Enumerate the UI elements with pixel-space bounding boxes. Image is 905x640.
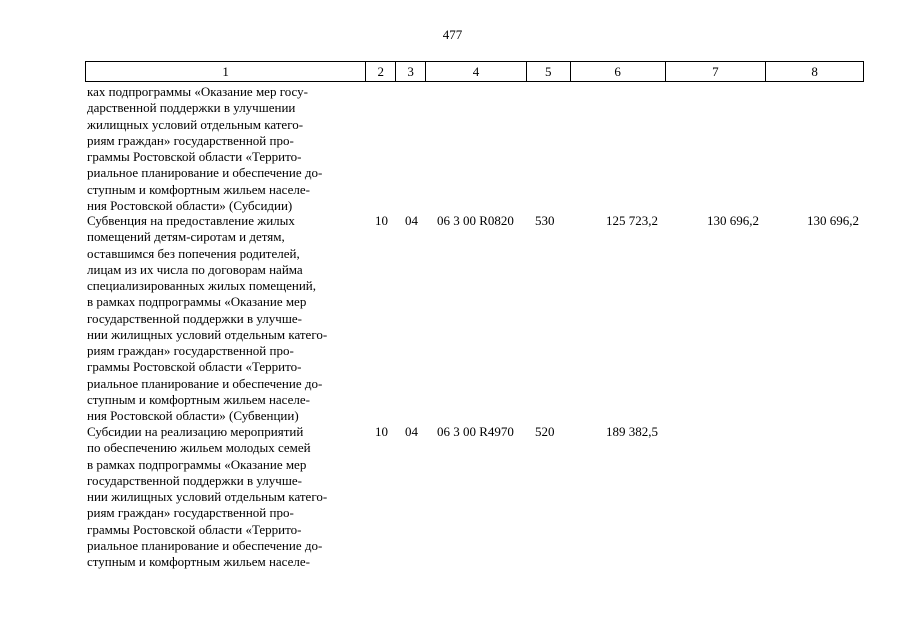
subsection-code: 04 bbox=[405, 424, 418, 439]
row-description bbox=[85, 424, 359, 570]
description-line: ступным и комфортным жильем населе- bbox=[87, 181, 310, 197]
description-line: государственной поддержки в улучше- bbox=[87, 310, 302, 326]
column-header-7: 7 bbox=[666, 62, 767, 81]
description-line: граммы Ростовской области «Террито- bbox=[87, 521, 302, 537]
description-line: Субвенция на предоставление жилых bbox=[87, 213, 295, 228]
column-header-5: 5 bbox=[527, 62, 571, 81]
description-line: риям граждан» государственной про- bbox=[87, 343, 294, 358]
description-line: граммы Ростовской области «Террито- bbox=[87, 359, 302, 375]
description-line: ках подпрограммы «Оказание мер госу- bbox=[87, 84, 308, 99]
description-line: ния Ростовской области» (Субсидии) bbox=[87, 197, 293, 213]
subsection-code: 04 bbox=[405, 213, 418, 228]
table-row bbox=[85, 84, 864, 214]
description-line: государственной поддержки в улучше- bbox=[87, 472, 302, 488]
target-code: 06 3 00 R0820 bbox=[437, 213, 514, 228]
row-description bbox=[85, 213, 359, 424]
column-header-1: 1 bbox=[86, 62, 366, 81]
section-code: 10 bbox=[375, 424, 388, 439]
description-line: по обеспечению жильем молодых семей bbox=[87, 440, 311, 456]
description-line: оставшимся без попечения родителей, bbox=[87, 245, 300, 261]
row-description bbox=[85, 84, 359, 214]
description-line: ступным и комфортным жильем населе- bbox=[87, 391, 310, 407]
description-line: риям граждан» государственной про- bbox=[87, 505, 294, 521]
description-line: риальное планирование и обеспечение до- bbox=[87, 165, 323, 181]
expense-kind: 530 bbox=[535, 213, 555, 228]
expense-kind: 520 bbox=[535, 424, 555, 439]
column-header-8: 8 bbox=[811, 63, 818, 79]
description-line: нии жилищных условий отдельным катего- bbox=[87, 326, 328, 342]
description-line: Субсидии на реализацию мероприятий bbox=[87, 424, 304, 439]
description-line: специализированных жилых помещений, bbox=[87, 278, 316, 293]
column-header-6: 6 bbox=[571, 62, 666, 81]
amount-column-6: 189 382,5 bbox=[606, 424, 658, 439]
section-code: 10 bbox=[375, 213, 388, 228]
description-line: в рамках подпрограммы «Оказание мер bbox=[87, 294, 307, 310]
description-line: граммы Ростовской области «Террито- bbox=[87, 149, 302, 164]
description-line: ступным и комфортным жильем населе- bbox=[87, 554, 310, 569]
description-line: дарственной поддержки в улучшении bbox=[87, 100, 296, 116]
description-line: риям граждан» государственной про- bbox=[87, 132, 294, 148]
description-line: риальное планирование и обеспечение до- bbox=[87, 537, 323, 553]
description-line: риальное планирование и обеспечение до- bbox=[87, 375, 323, 391]
target-code: 06 3 00 R4970 bbox=[437, 424, 514, 439]
description-line: лицам из их числа по договорам найма bbox=[87, 261, 303, 277]
column-header-2: 2 bbox=[366, 62, 396, 81]
amount-column-8: 130 696,2 bbox=[807, 213, 859, 228]
description-line: ния Ростовской области» (Субвенции) bbox=[87, 408, 299, 423]
table-row bbox=[85, 424, 864, 570]
table-header-row bbox=[85, 61, 864, 82]
description-line: нии жилищных условий отдельным катего- bbox=[87, 489, 328, 504]
description-line: в рамках подпрограммы «Оказание мер bbox=[87, 456, 307, 472]
description-line: помещений детям-сиротам и детям, bbox=[87, 229, 285, 245]
amount-column-7: 130 696,2 bbox=[707, 213, 759, 228]
page-number: 477 bbox=[442, 27, 463, 42]
column-header-4: 4 bbox=[426, 62, 527, 81]
amount-column-6: 125 723,2 bbox=[606, 213, 658, 228]
column-header-3: 3 bbox=[396, 62, 426, 81]
description-line: жилищных условий отдельным катего- bbox=[87, 116, 304, 132]
table-row bbox=[85, 213, 864, 424]
